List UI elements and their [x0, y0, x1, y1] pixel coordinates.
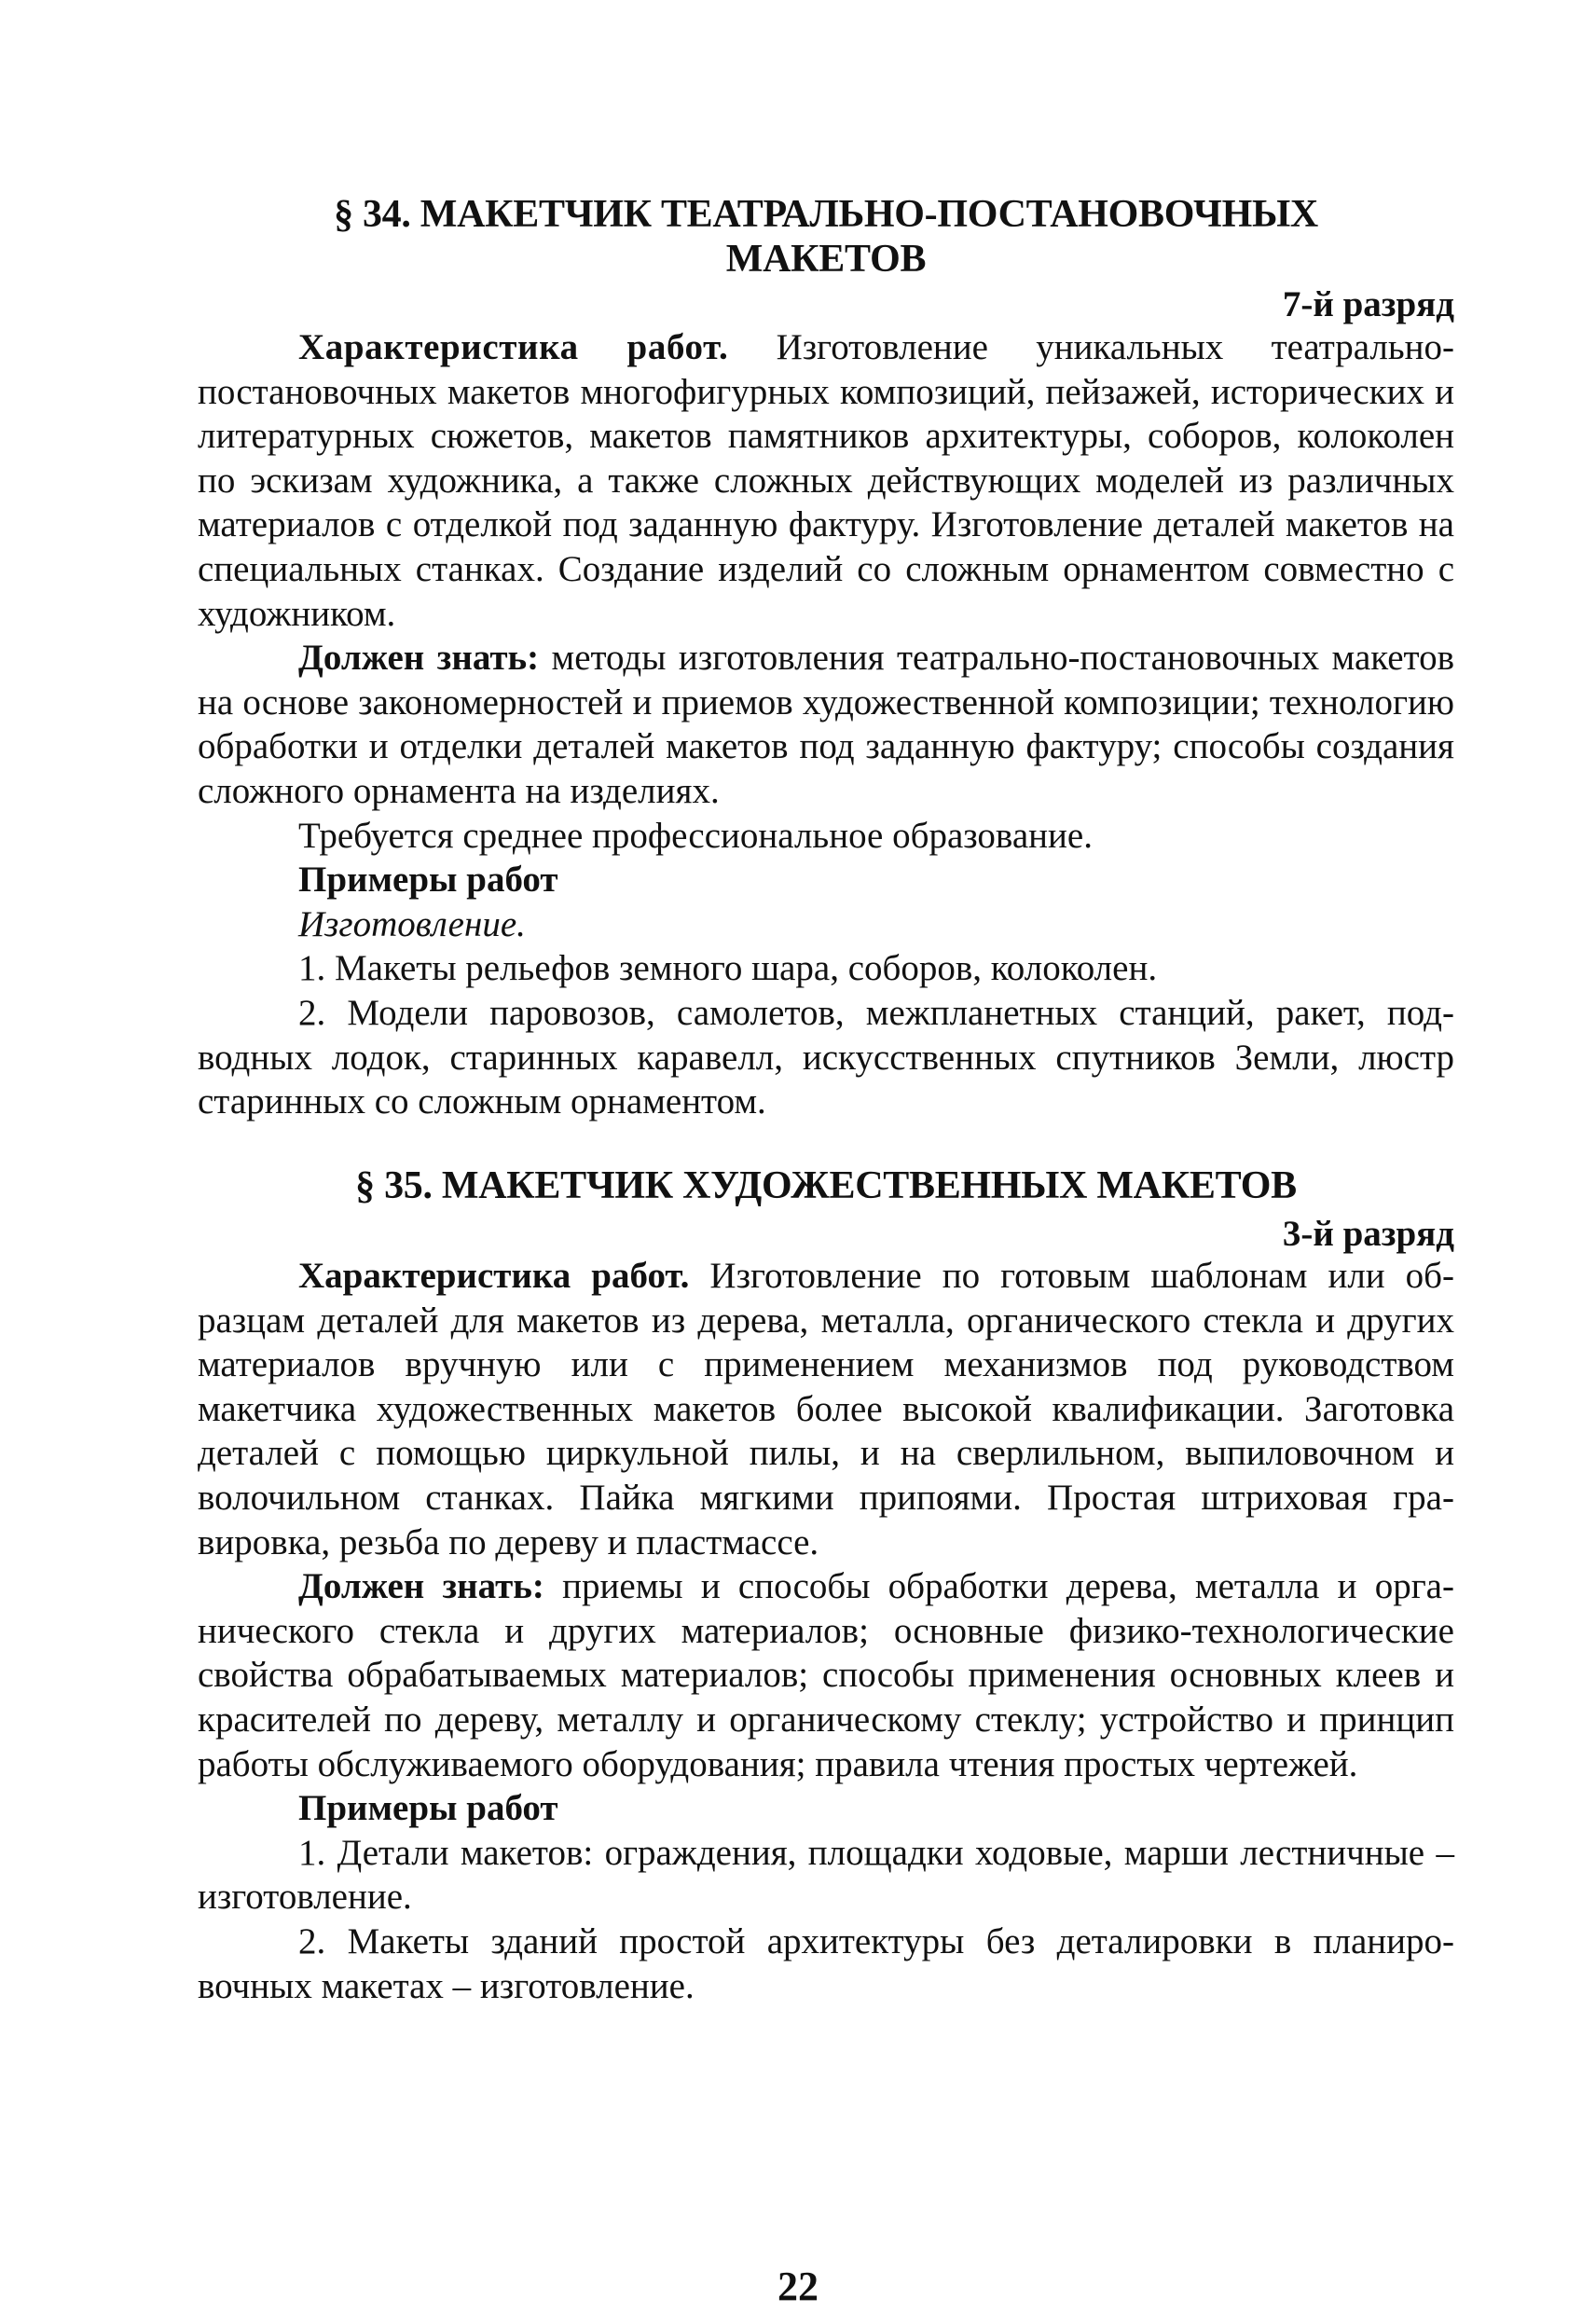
section-34-must-know-label: Должен знать:	[298, 638, 540, 679]
section-35-must-know-label: Должен знать:	[298, 1566, 544, 1607]
section-35-work-char-text: Изготовление по готовым шаблонам или образцам деталей для макетов из дерева, металла, органического стекла и других материалов вручную или с применением механизмов под руководством макетчика художественных макетов более высокой квалификации. Заготовка деталей с помощью циркульной пилы, и на сверлильном, выпиловочном и волочильном станках. Пайка мягкими припоями. Простая штриховая гравировка, резьба по дереву и пластмассе.	[198, 1256, 1454, 1562]
section-34-example-1: 1. Макеты рельефов земного шара, соборов, колоколен.	[298, 948, 1158, 989]
section-34-must-know	[198, 636, 1454, 813]
section-34-example-2: 2. Модели паровозов, самолетов, межпланетных станций, ракет, подводных лодок, старинных каравелл, искусственных спутников Земли, люстр старинных со сложным орнаментом.	[198, 992, 1454, 1122]
section-35-work-characteristics	[198, 1254, 1454, 1564]
section-34-examples-label: Примеры работ	[298, 860, 558, 901]
section-35-work-char-label: Характеристика работ.	[298, 1256, 690, 1296]
section-34-must-know-text: методы изготовления театрально-постановочных макетов на основе закономерностей и приемов художественной композиции; технологию обработки и отделки деталей макетов под заданную фактуру; способы создания сложного орнамента на изделиях.	[198, 638, 1454, 811]
section-34-title-line1: § 34. МАКЕТЧИК ТЕАТРАЛЬНО-ПОСТАНОВОЧНЫХ	[334, 193, 1318, 236]
section-35-examples-label: Примеры работ	[298, 1788, 558, 1829]
section-34-title	[198, 192, 1454, 282]
section-34-education: Требуется среднее профессиональное образование.	[298, 815, 1093, 856]
section-34-examples-subheading: Изготовление.	[298, 903, 526, 944]
section-35-example-1: 1. Детали макетов: ограждения, площадки ходовые, марши лестничные – изготовление.	[198, 1832, 1454, 1918]
section-34-work-char-text: Изготовление уникальных театрально-постановочных макетов многофигурных композиций, пейзажей, исторических и литературных сюжетов, макетов памятников архитектуры, соборов, колоколен по эскизам художника, а также сложных действующих моделей из различных материалов с отделкой под заданную фактуру. Изготовление деталей макетов на специальных станках. Создание изделий со сложным орнаментом совместно с художником.	[198, 327, 1454, 634]
section-35-grade: 3-й разряд	[1282, 1214, 1454, 1254]
section-34-grade: 7-й разряд	[1282, 284, 1454, 324]
section-35-body	[198, 1254, 1454, 2008]
section-34-title-line2: МАКЕТОВ	[725, 238, 927, 281]
section-35-must-know-text: приемы и способы обработки дерева, металла и органического стекла и других материалов; основные физико-технологические свойства обрабатываемых материалов; способы применения основных клеев и красителей по дереву, металлу и органическому стеклу; устройство и принцип работы обслуживаемого оборудования; правила чтения простых чертежей.	[198, 1566, 1454, 1784]
page-number: 22	[777, 2264, 819, 2309]
section-34-work-char-label: Характеристика работ.	[298, 327, 729, 367]
section-35-title: § 35. МАКЕТЧИК ХУДОЖЕСТВЕННЫХ МАКЕТОВ	[355, 1164, 1297, 1207]
section-34-body	[198, 325, 1454, 1124]
section-35-example-2: 2. Макеты зданий простой архитектуры без деталировки в планировочных макетах – изготовление.	[198, 1920, 1454, 2006]
section-35-must-know	[198, 1564, 1454, 1786]
section-34-work-characteristics	[198, 325, 1454, 636]
